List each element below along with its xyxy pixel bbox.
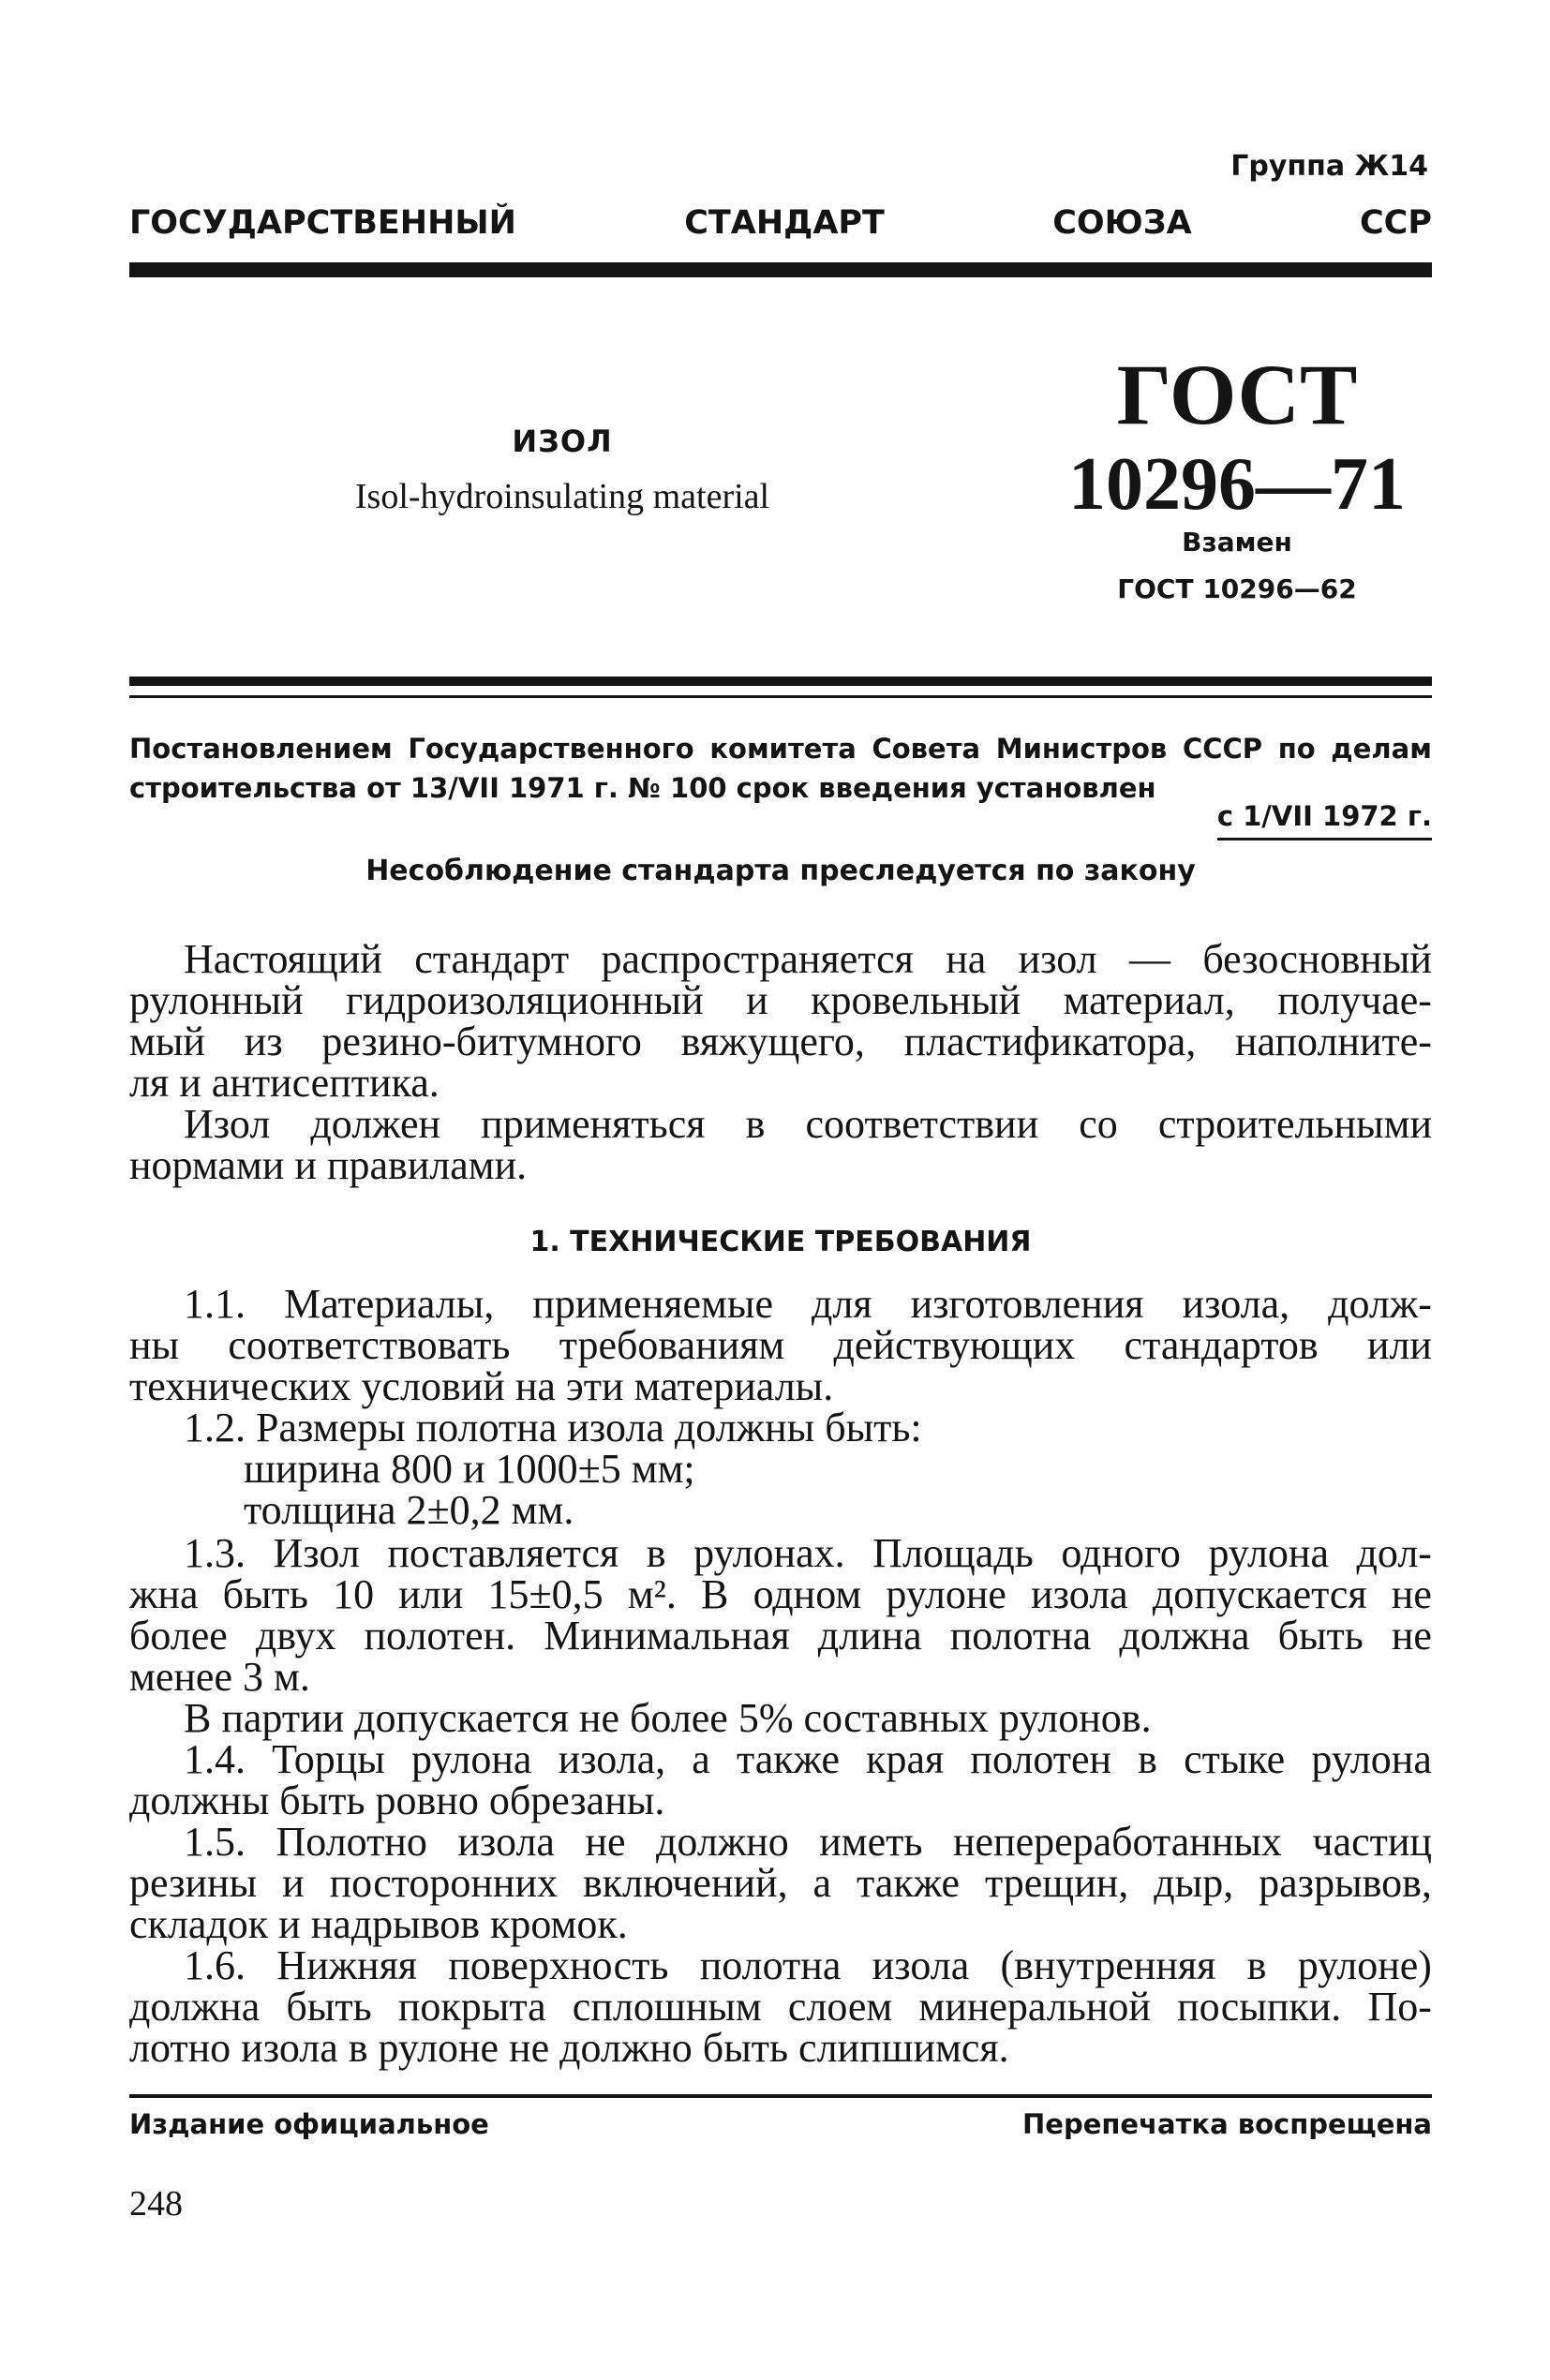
clause-1-4 [129, 1736, 1432, 1823]
word: поставляется [387, 1530, 619, 1576]
org-title-word: ССР [1359, 204, 1432, 242]
reprint-note: Перепечатка воспрещена [1022, 2108, 1432, 2140]
word: полотен. [364, 1613, 516, 1659]
text-line [129, 1530, 1432, 1576]
header-rule [129, 262, 1432, 277]
word: в [646, 1530, 666, 1576]
text-line [129, 936, 1432, 982]
word: Полотно [276, 1819, 427, 1865]
decree [129, 729, 1432, 808]
word: рулона [1208, 1530, 1329, 1576]
text-line [129, 1986, 1432, 2028]
word: По- [1367, 1984, 1432, 2030]
word: быть [1277, 1613, 1364, 1659]
word: непереработанных [952, 1819, 1282, 1865]
text-line [129, 1571, 1432, 1617]
text-line: технических условий на эти материалы. [129, 1363, 834, 1409]
replaces-label: Взамен [1182, 527, 1292, 558]
word: получае- [1277, 977, 1432, 1023]
word: стандарт [414, 936, 570, 982]
footer-rule [129, 2094, 1432, 2098]
word: резины [129, 1860, 258, 1906]
word: действующих [833, 1322, 1076, 1368]
decree-word: Государственного [408, 733, 694, 765]
word: распространяется [601, 936, 914, 982]
word: полотен [970, 1736, 1112, 1782]
word: двух [255, 1613, 336, 1659]
text-line [129, 1021, 1432, 1063]
decree-word: Постановлением [129, 733, 393, 765]
section-heading: 1. ТЕХНИЧЕСКИЕ ТРЕБОВАНИЯ [529, 1226, 1032, 1258]
word: не [1391, 1571, 1432, 1617]
intro-paragraph-1 [129, 936, 1432, 1106]
word: изола [457, 1819, 555, 1865]
word: разрывов, [1259, 1860, 1432, 1906]
text-line [129, 1281, 1432, 1327]
word: поверхность [448, 1942, 669, 1988]
decree-word: комитета [709, 733, 857, 765]
word: 1.3. [184, 1530, 246, 1576]
clause-1-1 [129, 1281, 1432, 1409]
decree-line-2: строительства от 13/VII 1971 г. № 100 срок введения установлен [129, 772, 1156, 804]
text-line [129, 1860, 1432, 1906]
word: 1.1. [184, 1281, 246, 1327]
text-line: В партии допускается не более 5% составных рулонов. [184, 1695, 1152, 1741]
word: 1.4. [184, 1736, 246, 1782]
word: со [1079, 1101, 1118, 1147]
gost-number: 10296—71 [1068, 443, 1406, 526]
word: а [692, 1736, 710, 1782]
word: гидроизоляционный [346, 977, 704, 1023]
word: быть [286, 1984, 372, 2030]
text-line: должны быть ровно обрезаны. [129, 1778, 665, 1823]
word: строительными [1157, 1101, 1432, 1147]
word: — [1129, 936, 1171, 982]
word: рулоне [886, 1571, 1006, 1617]
word: долж- [1328, 1281, 1432, 1327]
page-number: 248 [129, 2184, 183, 2224]
gost-label: ГОСТ [1116, 347, 1358, 442]
word: рулонный [129, 977, 304, 1023]
word: посыпки. [1177, 1984, 1342, 2030]
word: дыр, [1154, 1860, 1234, 1906]
clause-1-5 [129, 1819, 1432, 1947]
word: слоем [787, 1984, 893, 2030]
word: 1.5. [184, 1819, 246, 1865]
word: также [857, 1860, 961, 1906]
word: и [746, 977, 768, 1023]
text-line [129, 977, 1432, 1023]
text-line [129, 1322, 1432, 1368]
word: или [398, 1571, 464, 1617]
word: стандартов [1124, 1322, 1319, 1368]
text-line [129, 1101, 1432, 1147]
word: также [736, 1736, 840, 1782]
word: кровельный [811, 977, 1021, 1023]
word: соответствии [805, 1101, 1039, 1147]
word: В [701, 1571, 729, 1617]
word: в [745, 1101, 766, 1147]
word: изола, [558, 1736, 666, 1782]
word: не [1391, 1613, 1432, 1659]
word: Нижняя [276, 1942, 418, 1988]
word: Изол [184, 1101, 271, 1147]
word: рулонах. [693, 1530, 845, 1576]
word: иметь [819, 1819, 923, 1865]
title-block-rule [129, 677, 1432, 686]
word: не [585, 1819, 626, 1865]
decree-word: Совета [872, 733, 981, 765]
word: одном [753, 1571, 862, 1617]
word: резино-битумного [321, 1019, 642, 1064]
word: для [811, 1281, 872, 1327]
word: на [946, 936, 987, 982]
clause-1-2 [129, 1407, 1432, 1531]
word: применяться [481, 1101, 706, 1147]
word: стыке [1184, 1736, 1286, 1782]
word: одного [1061, 1530, 1181, 1576]
word: изола [872, 1942, 970, 1988]
word: изола, [1182, 1281, 1290, 1327]
word: Материалы, [284, 1281, 495, 1327]
word: мый [129, 1019, 205, 1064]
word: посторонних [329, 1860, 559, 1906]
product-name: ИЗОЛ [512, 424, 613, 459]
decree-word: делам [1331, 733, 1432, 765]
word: покрыта [397, 1984, 546, 2030]
text-line: ля и антисептика. [129, 1060, 440, 1106]
legal-warning: Несоблюдение стандарта преследуется по закону [365, 855, 1196, 887]
edition-note: Издание официальное [129, 2108, 489, 2140]
word: Изол [273, 1530, 360, 1576]
word: должен [310, 1101, 441, 1147]
word: а [812, 1860, 832, 1906]
word: требованиям [559, 1322, 785, 1368]
word: Настоящий [184, 936, 382, 982]
word: дол- [1356, 1530, 1432, 1576]
word: применяемые [532, 1281, 773, 1327]
word: материал, [1063, 977, 1235, 1023]
word: м². [627, 1571, 677, 1617]
word: безосновный [1202, 936, 1432, 982]
width-spec: ширина 800 и 1000±5 мм; [244, 1446, 695, 1492]
word: в [1138, 1736, 1157, 1782]
word: (внутренняя [1000, 1942, 1216, 1988]
word: рулоне) [1297, 1942, 1432, 1988]
decree-word: Министров [995, 733, 1168, 765]
group-label: Группа Ж14 [1230, 150, 1428, 183]
word: более [129, 1613, 228, 1659]
word: должна [129, 1984, 261, 2030]
title-block-rule-thin [129, 695, 1432, 698]
word: или [1366, 1322, 1432, 1368]
word: изол [1018, 936, 1097, 982]
org-title [129, 204, 1432, 242]
word: включений, [582, 1860, 788, 1906]
word: края [866, 1736, 945, 1782]
word: Минимальная [544, 1613, 790, 1659]
word: должна [1119, 1613, 1250, 1659]
word: длина [817, 1613, 922, 1659]
word: допускается [1152, 1571, 1367, 1617]
word: изола [1031, 1571, 1128, 1617]
decree-word: СССР [1182, 733, 1263, 765]
text-line: нормами и правилами. [129, 1142, 528, 1188]
word: полотна [699, 1942, 842, 1988]
clause-1-6 [129, 1942, 1432, 2071]
text-line: складок и надрывов кромок. [129, 1901, 628, 1947]
text-line [129, 1942, 1432, 1988]
word: соответствовать [228, 1322, 511, 1368]
org-title-word: ГОСУДАРСТВЕННЫЙ [129, 204, 516, 242]
text-line: менее 3 м. [129, 1654, 310, 1700]
product-name-en: Isol-hydroinsulating material [354, 477, 770, 516]
word: рулона [1311, 1736, 1432, 1782]
org-title-word: СОЮЗА [1052, 204, 1192, 242]
word: минеральной [918, 1984, 1151, 2030]
word: 15±0,5 [487, 1571, 604, 1617]
word: из [244, 1019, 283, 1064]
effective-date: с 1/VII 1972 г. [1217, 800, 1432, 840]
text-line: лотно изола в рулоне не должно быть слипшимся. [129, 2025, 1009, 2071]
word: Площадь [872, 1530, 1034, 1576]
text-line [129, 1615, 1432, 1657]
word: Торцы [272, 1736, 385, 1782]
word: ны [129, 1322, 180, 1368]
clause-1-3 [129, 1530, 1432, 1741]
thickness-spec: толщина 2±0,2 мм. [244, 1487, 574, 1533]
word: 1.6. [184, 1942, 246, 1988]
intro-paragraph-2 [129, 1101, 1432, 1188]
text-line: 1.2. Размеры полотна изола должны быть: [184, 1405, 922, 1450]
replaces-value: ГОСТ 10296—62 [1117, 573, 1357, 604]
word: должно [656, 1819, 789, 1865]
word: в [1246, 1942, 1267, 1988]
word: вяжущего, [680, 1019, 865, 1064]
word: сплошным [572, 1984, 762, 2030]
word: быть [222, 1571, 308, 1617]
text-line [129, 1819, 1432, 1865]
text-line [129, 1736, 1432, 1782]
word: изготовления [910, 1281, 1144, 1327]
word: и [282, 1860, 305, 1906]
word: частиц [1312, 1819, 1432, 1865]
word: пластификатора, [903, 1019, 1197, 1064]
word: жна [129, 1571, 199, 1617]
word: рулона [410, 1736, 532, 1782]
decree-word: по [1277, 733, 1316, 765]
word: наполните- [1235, 1019, 1432, 1064]
org-title-word: СТАНДАРТ [684, 204, 885, 242]
word: 10 [333, 1571, 375, 1617]
decree-line-1 [129, 729, 1432, 768]
word: полотна [949, 1613, 1092, 1659]
word: трещин, [985, 1860, 1129, 1906]
